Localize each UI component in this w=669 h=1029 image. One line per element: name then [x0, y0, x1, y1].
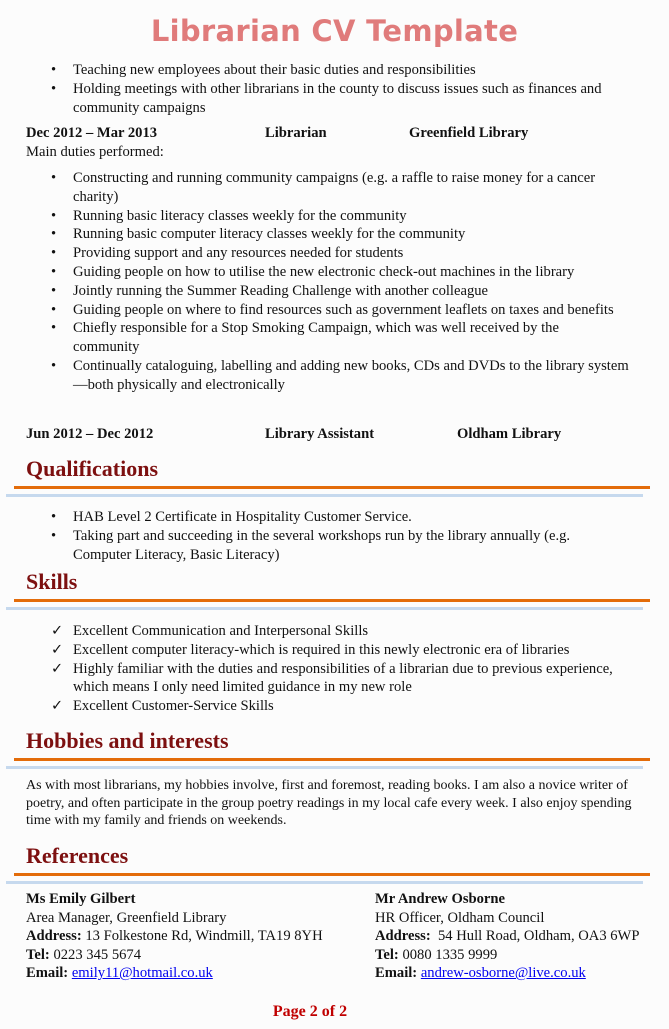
skills-list	[0, 622, 669, 716]
list-item	[0, 225, 669, 244]
bullet-icon: •	[51, 263, 57, 280]
divider	[6, 607, 643, 610]
list-item	[0, 641, 669, 660]
divider	[14, 486, 650, 489]
bullet-icon: •	[51, 357, 57, 374]
bullet-icon: •	[51, 207, 57, 224]
job-role: Librarian	[265, 125, 327, 141]
list-item	[0, 263, 669, 282]
bullet-icon: •	[51, 245, 57, 262]
item-text: Providing support and any resources needed for students	[73, 245, 404, 262]
duties-list	[0, 169, 669, 395]
reference-address: 54 Hull Road, Oldham, OA3 6WP	[437, 928, 640, 944]
bullet-icon: •	[51, 170, 57, 186]
item-text: Highly familiar with the duties and responsibilities of a librarian due to previous experience, which means I only need limited guidance in my new role	[73, 660, 613, 696]
list-item	[0, 282, 669, 301]
item-text: HAB Level 2 Certificate in Hospitality Customer Service.	[73, 509, 412, 525]
list-item: • Taking part and succeeding in the several workshops run by the library annually (e.g. Computer Literacy, Basic Literacy)	[51, 527, 571, 563]
checkmark-icon: ✓	[51, 698, 64, 715]
reference-email-link[interactable]: emily11@hotmail.co.uk	[71, 965, 213, 981]
qualifications-list	[0, 508, 669, 564]
divider	[14, 758, 650, 761]
reference-tel: 0080 1335 9999	[402, 946, 498, 963]
duties-label: Main duties performed:	[26, 144, 164, 160]
hobbies-text: As with most librarians, my hobbies involve, first and foremost, reading books. I am also a novice writer of poetry, and often participate in the group poetry readings in my local cafe every week. I also enjoy spending time with my family and friends on weekends.	[26, 778, 632, 828]
email-label: Email:	[26, 965, 69, 981]
list-item: • Holding meetings with other librarians in the county to discuss issues such as finances and community campaigns	[51, 80, 602, 116]
section-heading-references: References	[26, 843, 129, 868]
list-item	[0, 169, 669, 207]
list-item: • Teaching new employees about their basic duties and responsibilities	[51, 62, 476, 78]
job-employer: Greenfield Library	[409, 125, 529, 141]
item-text: Guiding people on where to find resources such as government leaflets on taxes and benefits	[73, 301, 614, 318]
job-role: Library Assistant	[265, 426, 375, 442]
bullet-icon: •	[51, 320, 57, 337]
address-label: Address:	[375, 928, 431, 944]
list-item: • HAB Level 2 Certificate in Hospitality Customer Service.	[51, 509, 412, 525]
reference-tel: 0223 345 5674	[53, 946, 142, 963]
reference-name: Ms Emily Gilbert	[26, 891, 136, 907]
item-text: Running basic computer literacy classes weekly for the community	[73, 226, 466, 243]
list-item	[0, 301, 669, 320]
list-item	[0, 319, 669, 357]
item-text: Running basic literacy classes weekly for the community	[73, 207, 407, 224]
item-text: Excellent computer literacy-which is required in this newly electronic era of libraries	[73, 641, 570, 658]
section-heading-qualifications: Qualifications	[26, 456, 159, 481]
intro-bullets	[0, 61, 669, 117]
bullet-icon: •	[51, 282, 57, 299]
item-text: Continually cataloguing, labelling and adding new books, CDs and DVDs to the library system—both physically and electronically	[73, 357, 629, 393]
job-employer: Oldham Library	[457, 426, 562, 442]
list-item	[0, 660, 669, 698]
tel-label: Tel:	[375, 946, 399, 963]
email-label: Email:	[375, 965, 418, 981]
page-number: Page 2 of 2	[272, 1003, 348, 1020]
tel-label: Tel:	[26, 946, 50, 963]
item-text: Constructing and running community campaigns (e.g. a raffle to raise money for a cancer charity)	[73, 170, 596, 205]
checkmark-icon: ✓	[51, 641, 64, 658]
job-dates: Dec 2012 – Mar 2013	[26, 125, 158, 141]
bullet-icon: •	[51, 226, 57, 243]
divider	[6, 494, 643, 497]
divider	[6, 766, 643, 769]
reference-position: Area Manager, Greenfield Library	[26, 909, 227, 926]
job-dates: Jun 2012 – Dec 2012	[26, 426, 154, 442]
section-heading-skills: Skills	[26, 569, 78, 594]
item-text: Guiding people on how to utilise the new electronic check-out machines in the library	[73, 263, 575, 280]
item-text: Excellent Communication and Interpersonal Skills	[73, 623, 369, 639]
reference-address: 13 Folkestone Rd, Windmill, TA19 8YH	[85, 928, 323, 944]
divider	[14, 599, 650, 602]
bullet-icon: •	[51, 301, 57, 318]
list-item	[0, 697, 669, 716]
reference-email-link[interactable]: andrew-osborne@live.co.uk	[420, 965, 586, 981]
divider	[6, 881, 643, 884]
item-text: Excellent Customer-Service Skills	[73, 698, 274, 715]
item-text: Jointly running the Summer Reading Challenge with another colleague	[73, 282, 489, 299]
checkmark-icon: ✓	[51, 623, 64, 639]
divider	[14, 873, 650, 876]
address-label: Address:	[26, 928, 82, 944]
checkmark-icon: ✓	[51, 660, 64, 677]
list-item	[0, 207, 669, 226]
section-heading-hobbies: Hobbies and interests	[26, 728, 229, 753]
document-title: Librarian CV Template	[150, 14, 519, 48]
reference-1	[26, 890, 323, 983]
list-item	[0, 244, 669, 263]
list-item	[0, 622, 669, 641]
reference-position: HR Officer, Oldham Council	[375, 909, 545, 926]
item-text: Holding meetings with other librarians in the county to discuss issues such as finances and community campaigns	[73, 80, 602, 116]
item-text: Taking part and succeeding in the several workshops run by the library annually (e.g. Computer Literacy, Basic Literacy)	[73, 527, 571, 563]
item-text: Chiefly responsible for a Stop Smoking Campaign, which was well received by the community	[73, 320, 559, 356]
reference-2	[375, 890, 639, 983]
item-text: Teaching new employees about their basic duties and responsibilities	[73, 62, 476, 78]
list-item	[0, 357, 669, 395]
reference-name: Mr Andrew Osborne	[375, 891, 505, 907]
